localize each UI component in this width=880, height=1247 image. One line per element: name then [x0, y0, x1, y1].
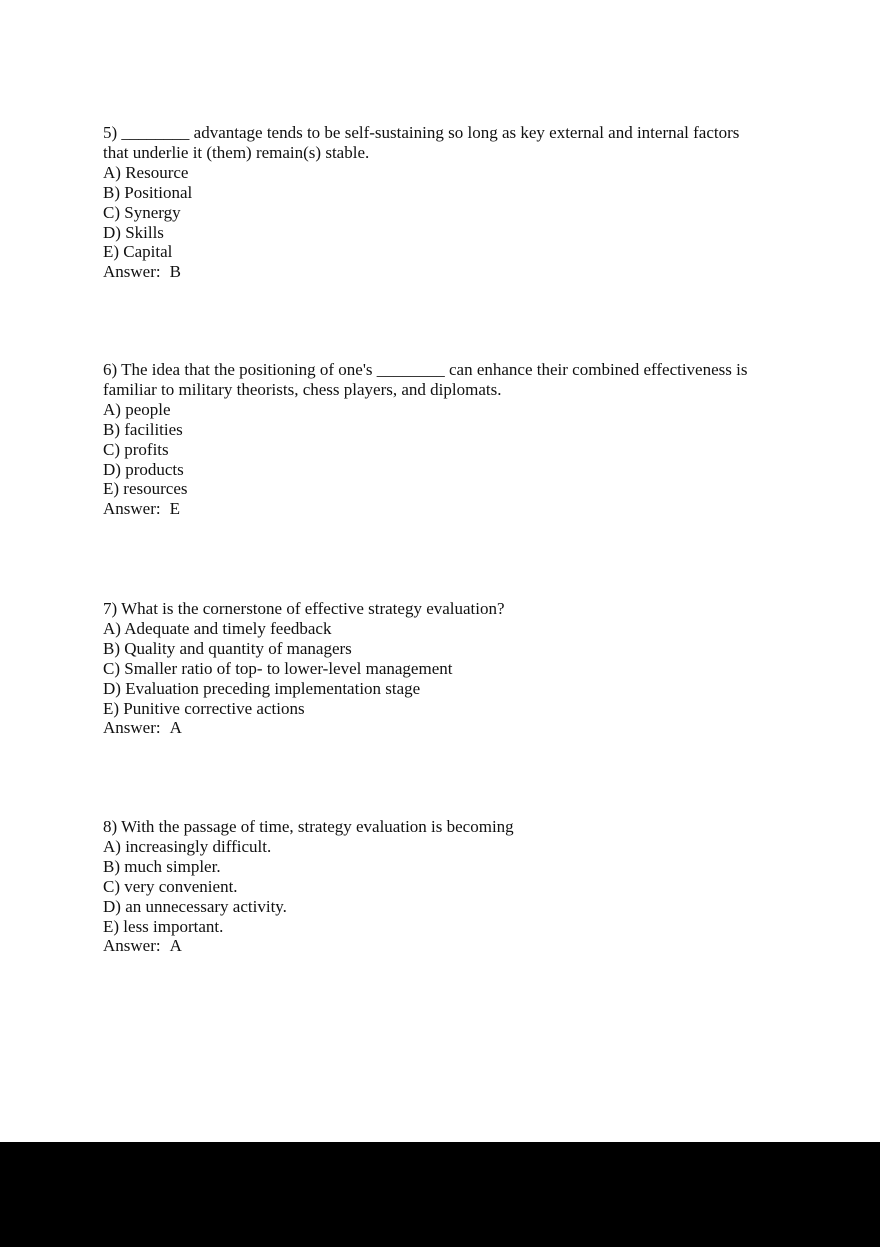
answer-label: Answer: [103, 718, 161, 738]
answer-value: A [169, 718, 182, 738]
option-b: B) Quality and quantity of managers [103, 638, 352, 658]
option-d: D) Skills [103, 222, 164, 242]
answer-label: Answer: [103, 936, 161, 956]
answer-value: E [169, 499, 180, 519]
option-a: A) people [103, 399, 171, 419]
option-a: A) increasingly difficult. [103, 836, 272, 856]
question-text: 6) The idea that the positioning of one's ________ can enhance their combined effectiveness is familiar to military theorists, chess players, and diplomats. [103, 360, 748, 399]
answer-value: A [169, 936, 182, 956]
question-text: 5) ________ advantage tends to be self-sustaining so long as key external and internal factors that underlie it (them) remain(s) stable. [103, 123, 740, 162]
option-b: B) facilities [103, 419, 183, 439]
option-e: E) Punitive corrective actions [103, 698, 305, 718]
answer-line [103, 499, 769, 519]
answer-label: Answer: [103, 499, 161, 519]
question-block-6 [103, 360, 769, 519]
answer-line [103, 262, 769, 282]
answer-value: B [169, 262, 181, 282]
answer-line [103, 718, 769, 738]
option-c: C) Synergy [103, 202, 181, 222]
option-c: C) Smaller ratio of top- to lower-level management [103, 658, 453, 678]
question-text: 8) With the passage of time, strategy evaluation is becoming [103, 817, 514, 836]
option-d: D) Evaluation preceding implementation stage [103, 678, 421, 698]
option-d: D) an unnecessary activity. [103, 896, 287, 916]
option-e: E) less important. [103, 916, 224, 936]
footer-black-bar [0, 1142, 880, 1247]
option-b: B) much simpler. [103, 856, 221, 876]
question-text: 7) What is the cornerstone of effective strategy evaluation? [103, 599, 505, 618]
option-a: A) Resource [103, 162, 189, 182]
option-e: E) Capital [103, 242, 173, 262]
answer-line [103, 936, 769, 956]
option-c: C) very convenient. [103, 876, 238, 896]
option-a: A) Adequate and timely feedback [103, 618, 332, 638]
option-e: E) resources [103, 479, 188, 499]
option-d: D) products [103, 459, 184, 479]
question-block-5 [103, 123, 769, 282]
question-block-8 [103, 817, 769, 956]
answer-label: Answer: [103, 262, 161, 282]
option-b: B) Positional [103, 182, 193, 202]
question-block-7 [103, 599, 769, 738]
option-c: C) profits [103, 439, 169, 459]
